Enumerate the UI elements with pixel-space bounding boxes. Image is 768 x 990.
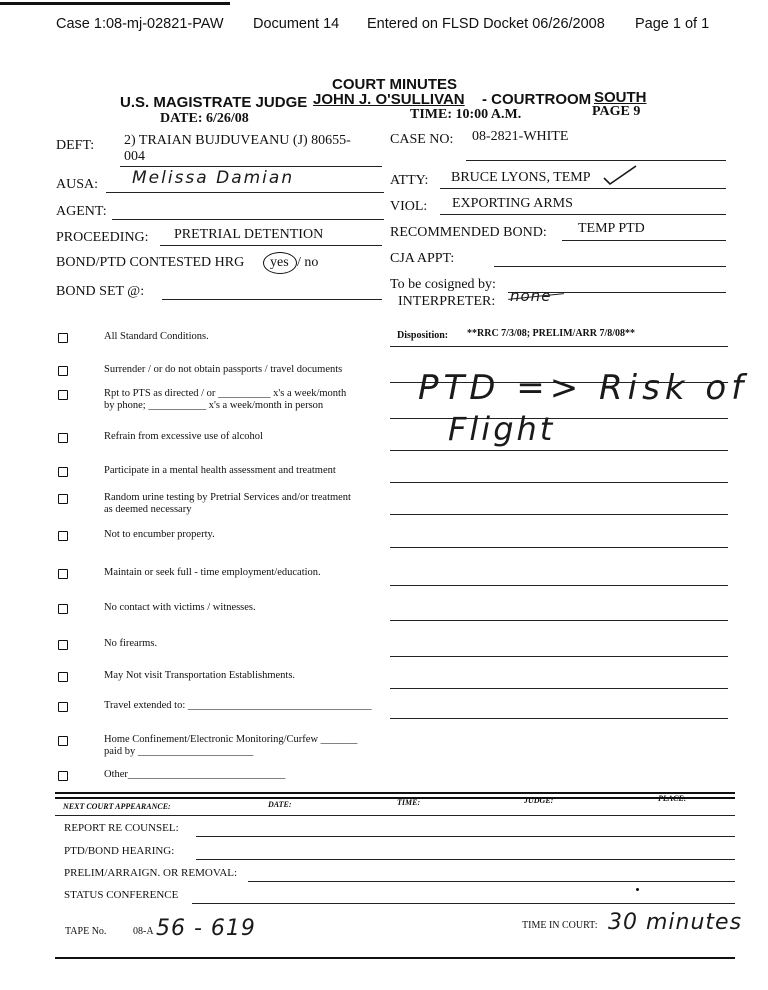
document-number: Document 14 [253,16,340,32]
recommended-bond-line [562,240,726,241]
disposition-blank-line [390,450,728,451]
next-appearance-row-label: REPORT RE COUNSEL: [64,822,179,834]
disposition-blank-line [390,482,728,483]
condition-text: Rpt to PTS as directed / or __________ x's a week/month [104,388,347,399]
condition-text: No firearms. [104,638,158,649]
condition-checkbox[interactable] [58,771,68,781]
ausa-label: AUSA: [56,177,99,192]
dot-mark [636,888,639,891]
condition-text-cont: by phone; ___________ x's a week/month in person [104,400,324,411]
disposition-blank-line [390,418,728,419]
condition-text-cont: as deemed necessary [104,504,192,515]
bond-set-line [162,299,382,300]
atty-line [440,188,726,189]
page-title: COURT MINUTES [332,76,457,93]
deft-label: DEFT: [56,138,95,153]
next-appearance-row-label: PRELIM/ARRAIGN. OR REMOVAL: [64,867,238,879]
disposition-blank-line [390,688,728,689]
disposition-blank-line [390,585,728,586]
condition-checkbox[interactable] [58,640,68,650]
condition-checkbox[interactable] [58,702,68,712]
viol-value: EXPORTING ARMS [452,196,573,211]
cja-line [494,266,726,267]
next-appearance-rule [55,797,735,799]
docket-entry: Entered on FLSD Docket 06/26/2008 [367,16,605,32]
condition-text-cont: paid by ______________________ [104,746,254,757]
disposition-blank-line [390,620,728,621]
tape-label: TAPE No. [65,926,107,937]
condition-text: Surrender / or do not obtain passports / travel documents [104,364,343,375]
disposition-handwritten-1: PTD => Risk of [418,368,749,408]
next-appearance-time: TIME: [397,798,421,807]
next-appearance-row-line [196,859,735,860]
courtroom-value: SOUTH [594,89,647,106]
next-appearance-judge: JUDGE: [524,796,554,805]
next-appearance-row-line [192,903,735,904]
atty-label: ATTY: [390,173,429,188]
condition-text: Random urine testing by Pretrial Services and/or treatment [104,492,351,503]
next-appearance-row-label: STATUS CONFERENCE [64,889,179,901]
next-appearance-place: PLACE: [658,794,687,803]
condition-checkbox[interactable] [58,333,68,343]
disposition-handwritten-2: Flight [448,410,556,448]
condition-checkbox[interactable] [58,467,68,477]
condition-text: Maintain or seek full - time employment/education. [104,567,321,578]
deft-value: 2) TRAIAN BUJDUVEANU (J) 80655- [124,133,351,148]
next-appearance-rule-top [55,792,735,794]
agent-line [112,219,384,220]
disposition-blank-line [390,547,728,548]
checkmark-icon [602,164,638,191]
recommended-bond-value: TEMP PTD [578,221,645,236]
case-stamp: Case 1:08-mj-02821-PAW [56,16,224,32]
proceeding-value: PRETRIAL DETENTION [174,227,324,242]
condition-text: Not to encumber property. [104,529,215,540]
bond-set-label: BOND SET @: [56,284,145,299]
next-appearance-header-line [55,815,735,816]
recommended-bond-label: RECOMMENDED BOND: [390,225,547,240]
condition-text: Home Confinement/Electronic Monitoring/Curfew _______ [104,734,358,745]
condition-text: Travel extended to: ___________________________________ [104,700,372,711]
hearing-date: DATE: 6/26/08 [160,111,249,126]
agent-label: AGENT: [56,204,107,219]
judge-name: JOHN J. O'SULLIVAN [313,91,465,108]
cja-label: CJA APPT: [390,251,455,266]
viol-line [440,214,726,215]
yes-circle-mark [263,252,297,274]
tape-value: 56 - 619 [156,916,256,941]
interpreter-value: none [510,287,552,305]
top-rule [0,2,230,5]
judge-prefix: U.S. MAGISTRATE JUDGE [120,94,308,111]
condition-checkbox[interactable] [58,531,68,541]
ausa-line [106,192,384,193]
bond-contested-label: BOND/PTD CONTESTED HRG [56,255,245,270]
disposition-blank-line [390,656,728,657]
case-no-value: 08-2821-WHITE [472,129,569,144]
condition-text: No contact with victims / witnesses. [104,602,256,613]
condition-text: All Standard Conditions. [104,331,209,342]
ausa-value: Melissa Damian [132,168,295,188]
condition-checkbox[interactable] [58,366,68,376]
next-appearance-row-line [196,836,735,837]
courtroom-prefix: - COURTROOM [482,91,592,108]
condition-text: Participate in a mental health assessment and treatment [104,465,336,476]
condition-text: Refrain from excessive use of alcohol [104,431,263,442]
proceeding-label: PROCEEDING: [56,230,149,245]
condition-checkbox[interactable] [58,433,68,443]
atty-value: BRUCE LYONS, TEMP [451,170,591,185]
interpreter-label: INTERPRETER: [398,294,496,309]
time-in-court-label: TIME IN COURT: [522,920,598,931]
disposition-line [390,346,728,347]
proceeding-line [160,245,382,246]
disposition-blank-line [390,514,728,515]
bottom-rule [55,957,735,959]
condition-checkbox[interactable] [58,604,68,614]
deft-line [120,166,382,167]
bond-contested-yes: yes [270,255,289,270]
deft-value-cont: 004 [124,149,145,164]
bond-contested-no: / no [297,255,319,270]
condition-checkbox[interactable] [58,569,68,579]
case-no-line [466,160,726,161]
next-appearance-row-line [248,881,735,882]
condition-text: May Not visit Transportation Establishments. [104,670,296,681]
disposition-blank-line [390,718,728,719]
disposition-label: Disposition: [397,330,449,341]
case-no-label: CASE NO: [390,132,454,147]
time-in-court-value: 30 minutes [608,910,743,935]
page-number: PAGE 9 [592,104,641,119]
next-appearance-label: NEXT COURT APPEARANCE: [63,802,171,811]
viol-label: VIOL: [390,199,428,214]
page-of: Page 1 of 1 [635,16,710,32]
condition-checkbox[interactable] [58,672,68,682]
next-appearance-row-label: PTD/BOND HEARING: [64,845,175,857]
condition-checkbox[interactable] [58,494,68,504]
condition-checkbox[interactable] [58,390,68,400]
tape-prefix: 08-A [133,926,154,937]
disposition-value: **RRC 7/3/08; PRELIM/ARR 7/8/08** [467,328,636,339]
condition-text: Other______________________________ [104,769,286,780]
cosigned-label: To be cosigned by: [390,277,496,292]
next-appearance-date: DATE: [268,800,292,809]
condition-checkbox[interactable] [58,736,68,746]
hearing-time: TIME: 10:00 A.M. [410,107,522,122]
